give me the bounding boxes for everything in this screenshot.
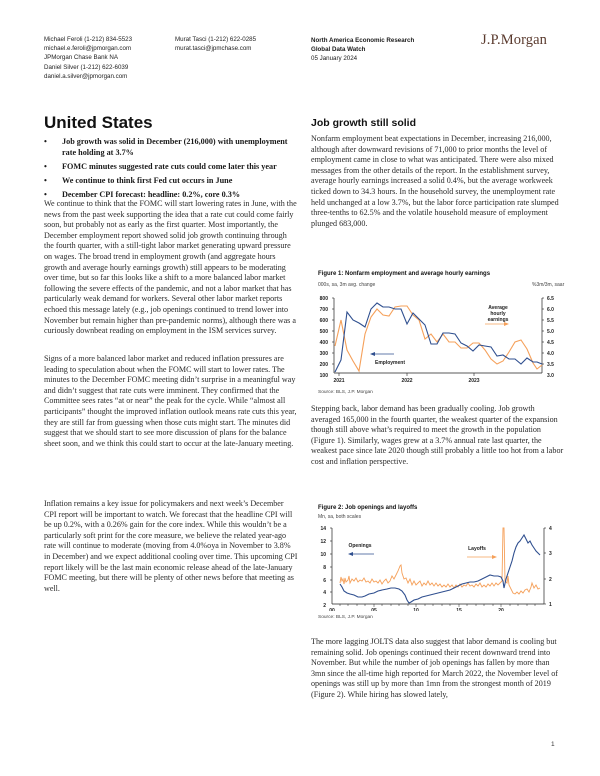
page-number: 1 xyxy=(551,741,555,748)
author-email-link[interactable]: daniel.a.silver@jpmorgan.com xyxy=(44,73,128,81)
publication-name: Global Data Watch xyxy=(311,46,366,53)
svg-text:20: 20 xyxy=(498,608,504,611)
svg-text:10: 10 xyxy=(413,608,419,611)
svg-text:800: 800 xyxy=(319,296,328,302)
svg-text:14: 14 xyxy=(320,526,326,532)
svg-text:8: 8 xyxy=(323,565,326,571)
svg-text:3.5: 3.5 xyxy=(547,362,554,368)
svg-text:4: 4 xyxy=(323,590,326,596)
svg-text:4: 4 xyxy=(549,526,552,532)
section-title: United States xyxy=(44,113,153,132)
svg-text:100: 100 xyxy=(319,373,328,379)
openings-label: Openings xyxy=(348,543,372,549)
earnings-label-2: hourly xyxy=(490,311,506,317)
figure1-left-unit: 000s, sa, 3m avg. change xyxy=(318,282,376,288)
author-line: JPMorgan Chase Bank NA xyxy=(44,53,118,61)
key-points-list xyxy=(44,137,294,205)
author-line: Daniel Silver (1-212) 622-6039 xyxy=(44,64,129,72)
svg-text:00: 00 xyxy=(329,608,335,611)
author-email-link[interactable]: murat.tasci@jpmchase.com xyxy=(175,44,252,52)
author-line: Michael Feroli (1-212) 834-5523 xyxy=(44,36,133,43)
key-point: • Job growth was solid in December (216,000) with unemployment rate holding at 3.7% xyxy=(44,137,294,158)
svg-text:400: 400 xyxy=(319,340,328,346)
svg-text:3: 3 xyxy=(549,551,552,557)
svg-text:500: 500 xyxy=(319,329,328,335)
body-paragraph: Nonfarm employment beat expectations in December, increasing 216,000, although after downward revisions of 71,000 to prior months the level of employment came in close to what was anticipated. There were also mixed messages from the other details of the report. In the establishment survey, average hourly earnings increased a solid 0.4%, but the average workweek ticked down to 34.3 hours. In the household survey, the unemployment rate held unchanged at a low 3.7%, but the labor force participation rate slumped three-tenths to 62.5% and the volatile household measure of employment plunged 683,000. xyxy=(311,134,559,228)
earnings-label-1: Average xyxy=(488,305,508,311)
svg-text:2: 2 xyxy=(549,577,552,583)
key-point: • December CPI forecast: headline: 0.2%, core 0.3% xyxy=(44,190,294,201)
subsection-title: Job growth still solid xyxy=(311,117,416,129)
layoffs-label: Layoffs xyxy=(468,546,486,552)
svg-text:12: 12 xyxy=(320,539,326,545)
figure2-title: Figure 2: Job openings and layoffs xyxy=(318,505,418,511)
key-point: • FOMC minutes suggested rate cuts could come later this year xyxy=(44,162,294,173)
figure1-chart xyxy=(312,292,572,387)
body-paragraph: Stepping back, labor demand has been gradually cooling. Job growth averaged 165,000 in the fourth quarter, the weakest quarter of the expansion though still above what’s required to meet the growth in the population (Figure 1). Similarly, wages grew at a 3.7% annual rate last quarter, the weakest pace since late 2020 though still probably a little too hot from a labor cost and inflation perspective. xyxy=(311,404,564,466)
svg-text:2021: 2021 xyxy=(333,378,345,384)
svg-text:700: 700 xyxy=(319,307,328,313)
author-line: Murat Tasci (1-212) 622-0285 xyxy=(175,36,257,43)
svg-text:6: 6 xyxy=(323,578,326,584)
figure2-source: Source: BLS, J.P. Morgan xyxy=(318,615,373,620)
svg-text:10: 10 xyxy=(320,552,326,558)
svg-text:600: 600 xyxy=(319,318,328,324)
jpmorgan-logo: J.P.Morgan xyxy=(481,32,547,48)
svg-text:5.5: 5.5 xyxy=(547,318,554,324)
svg-text:2022: 2022 xyxy=(401,378,413,384)
svg-text:2023: 2023 xyxy=(468,378,480,384)
svg-text:5.0: 5.0 xyxy=(547,329,554,335)
report-date: 05 January 2024 xyxy=(311,55,358,62)
author-contacts-primary xyxy=(44,36,132,82)
svg-text:4.5: 4.5 xyxy=(547,340,554,346)
report-header xyxy=(311,36,414,63)
figure1-source: Source: BLS, J.P. Morgan xyxy=(318,390,373,395)
division-name: North America Economic Research xyxy=(311,37,415,44)
svg-text:15: 15 xyxy=(456,608,462,611)
figure2-unit: Mn, sa, both scales xyxy=(318,514,362,520)
svg-text:1: 1 xyxy=(549,602,552,608)
svg-text:6.5: 6.5 xyxy=(547,296,554,302)
body-paragraph: The more lagging JOLTS data also suggest that labor demand is cooling but remaining solid. Job openings continued their recent downward trend into November. But while the number of job openings has fallen by more than 3mn since the all-time high reported for March 2022, the November level of openings was still up by more than 1mn from the strongest month of 2019 (Figure 2). While hiring has slowed lately, xyxy=(311,637,559,699)
svg-text:05: 05 xyxy=(371,608,377,611)
svg-text:2: 2 xyxy=(323,603,326,609)
figure2-chart xyxy=(312,521,572,611)
svg-text:3.0: 3.0 xyxy=(547,373,554,379)
author-email-link[interactable]: michael.e.feroli@jpmorgan.com xyxy=(44,44,132,52)
key-point: • We continue to think first Fed cut occurs in June xyxy=(44,176,294,187)
svg-text:200: 200 xyxy=(319,362,328,368)
figure1-right-unit: %3m/3m, saar xyxy=(532,282,565,288)
earnings-label-3: earnings xyxy=(487,317,509,323)
svg-text:300: 300 xyxy=(319,351,328,357)
body-paragraph: Signs of a more balanced labor market and reduced inflation pressures are leading to speculation about when the FOMC will start to lower rates. The minutes to the December FOMC meeting didn’t surprise in a meaningful way and didn’t suggest that rate cuts were imminent. They confirmed that the Committee sees rates “at or near” the peak for the cycle. While “almost all participants” thought the improved inflation outlook means rate cuts this year, they are still far from guessing when those cuts might start. The minutes did suggest that we should start to see more discussion of plans for the balance sheet soon, and we think this could start to occur at the late-January meeting. xyxy=(44,354,297,448)
svg-text:4.0: 4.0 xyxy=(547,351,554,357)
author-contacts-secondary xyxy=(175,36,256,54)
figure1-title: Figure 1: Nonfarm employment and average hourly earnings xyxy=(318,271,491,277)
svg-text:6.0: 6.0 xyxy=(547,307,554,313)
body-paragraph: Inflation remains a key issue for policymakers and next week’s December CPI report will be important to watch. We forecast that the headline CPI will be up 0.2%, with a 0.26% gain for the core index. While this wouldn’t be a particularly soft print for the core measure, we believe the related year-ago rate will continue to moderate (moving from 4.0%oya in November to 3.8% in December) and we expect additional cooling over time. This upcoming CPI report likely will be the last main economic release ahead of the late-January FOMC meeting, but there will be plenty of other news before that meeting as well. xyxy=(44,499,298,593)
employment-label: Employment xyxy=(374,360,406,366)
body-paragraph: We continue to think that the FOMC will start lowering rates in June, with the news from the past week supporting the idea that a rate cut could come fairly soon, but probably not as early as the first quarter. Most importantly, the December employment report showed solid job growth continuing through the fourth quarter, with a still-tight labor market generating upward pressure on wages. The broad trend in employment growth (and aggregate hours growth and average hourly earnings growth) still appears to be moderating over time, but so far this looks like a shift to a more balanced labor market following the severe effects of the pandemic, and not a labor market that has particularly weak demand for workers. Several other labor market reports echoed this message lately (e.g., job openings continued to trend lower into November but remain higher than pre-pandemic norms), although there was a curiously downbeat reading on employment in the ISM services survey. xyxy=(44,199,297,336)
